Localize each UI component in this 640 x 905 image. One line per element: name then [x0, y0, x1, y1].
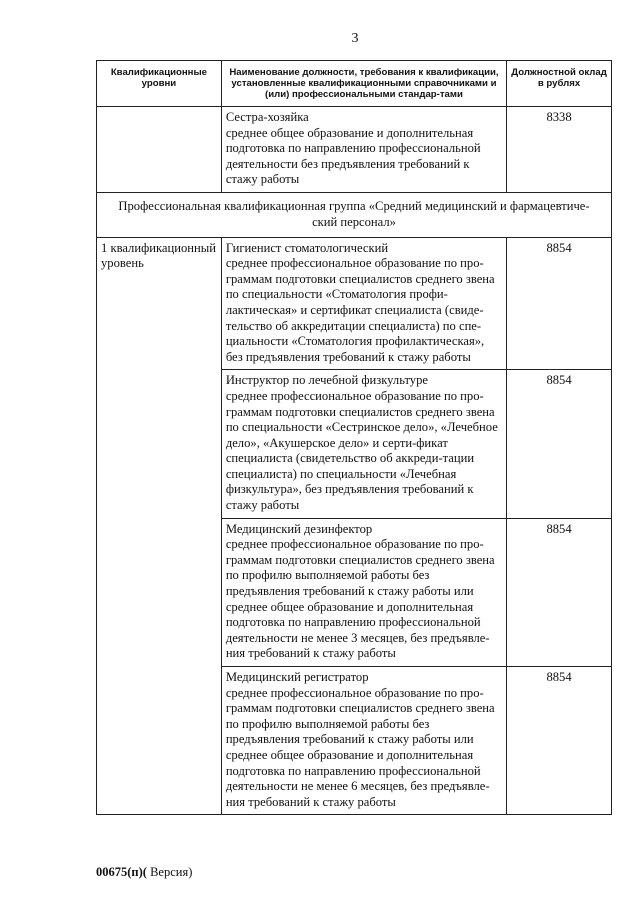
position-title: Инструктор по лечебной физкультуре [225, 373, 428, 388]
position-requirements: среднее профессиональное образование по про-граммам подготовки специалистов среднего звена по специальности «Сестринское дело», «Лечебное дело», «Акушерское дело» и серти-фикат специалиста (свидетельство об аккреди-тации специалиста) по специальности «Лечебная физкультура», без предъявления требований к стажу работы [225, 388, 498, 513]
position-title: Медицинский дезинфектор [225, 521, 373, 536]
position-title: Медицинский регистратор [225, 670, 369, 684]
position-cell [221, 518, 506, 666]
table-header-row [97, 61, 612, 107]
salary-cell: 8854 [507, 667, 612, 815]
page-number: 3 [351, 31, 359, 46]
position-title: Гигиенист стоматологический [225, 240, 389, 255]
header-qualification-levels: Квалификационные уровни [97, 61, 222, 107]
salary-table [96, 60, 612, 815]
position-cell [221, 107, 506, 193]
salary-cell: 8854 [507, 518, 612, 666]
position-requirements: среднее профессиональное образование по про-граммам подготовки специалистов среднего звена по специальности «Стоматология профи-лактическая» и сертификат специалиста (свиде-тельство об аккредитации специалиста) по спе-циальности «Стоматология профилактическая», без предъявления требований к стажу работы [225, 256, 495, 364]
document-footer [96, 865, 192, 880]
document-version: Версия) [146, 865, 193, 879]
salary-cell: 8854 [507, 370, 612, 518]
document-code: 00675(п)( [96, 865, 147, 879]
position-requirements: среднее профессиональное образование по про-граммам подготовки специалистов среднего звена по профилю выполняемой работы без предъявления требований к стажу работы или среднее общее образование и дополнительная подготовка по направлению профессиональной деятельности не менее 6 месяцев, без предъявле-ния требований к стажу работы [225, 685, 495, 809]
position-requirements: среднее общее образование и дополнительная подготовка по направлению профессиональной деятельности без предъявления требований к стажу работы [225, 125, 481, 187]
group-row [97, 192, 612, 237]
level-cell [97, 107, 222, 193]
group-title: Профессиональная квалификационная группа «Средний медицинский и фармацевтиче-ский персонал» [97, 192, 612, 237]
table-row [97, 107, 612, 193]
table-row [97, 237, 612, 370]
level-cell: 1 квалификационный уровень [97, 237, 222, 815]
header-salary: Должностной оклад в рублях [507, 61, 612, 107]
salary-cell: 8854 [507, 237, 612, 370]
position-title: Сестра-хозяйка [225, 110, 309, 124]
header-position-requirements: Наименование должности, требования к квалификации, установленные квалификационными справочниками и (или) профессиональными стандар-тами [221, 61, 506, 107]
position-cell [221, 370, 506, 518]
position-requirements: среднее профессиональное образование по про-граммам подготовки специалистов среднего звена по профилю выполняемой работы без предъявления требований к стажу работы или среднее общее образование и дополнительная подготовка по направлению профессиональной деятельности не менее 3 месяцев, без предъявле-ния требований к стажу работы [225, 537, 495, 661]
salary-cell: 8338 [507, 107, 612, 193]
position-cell [221, 667, 506, 815]
position-cell [221, 237, 506, 370]
